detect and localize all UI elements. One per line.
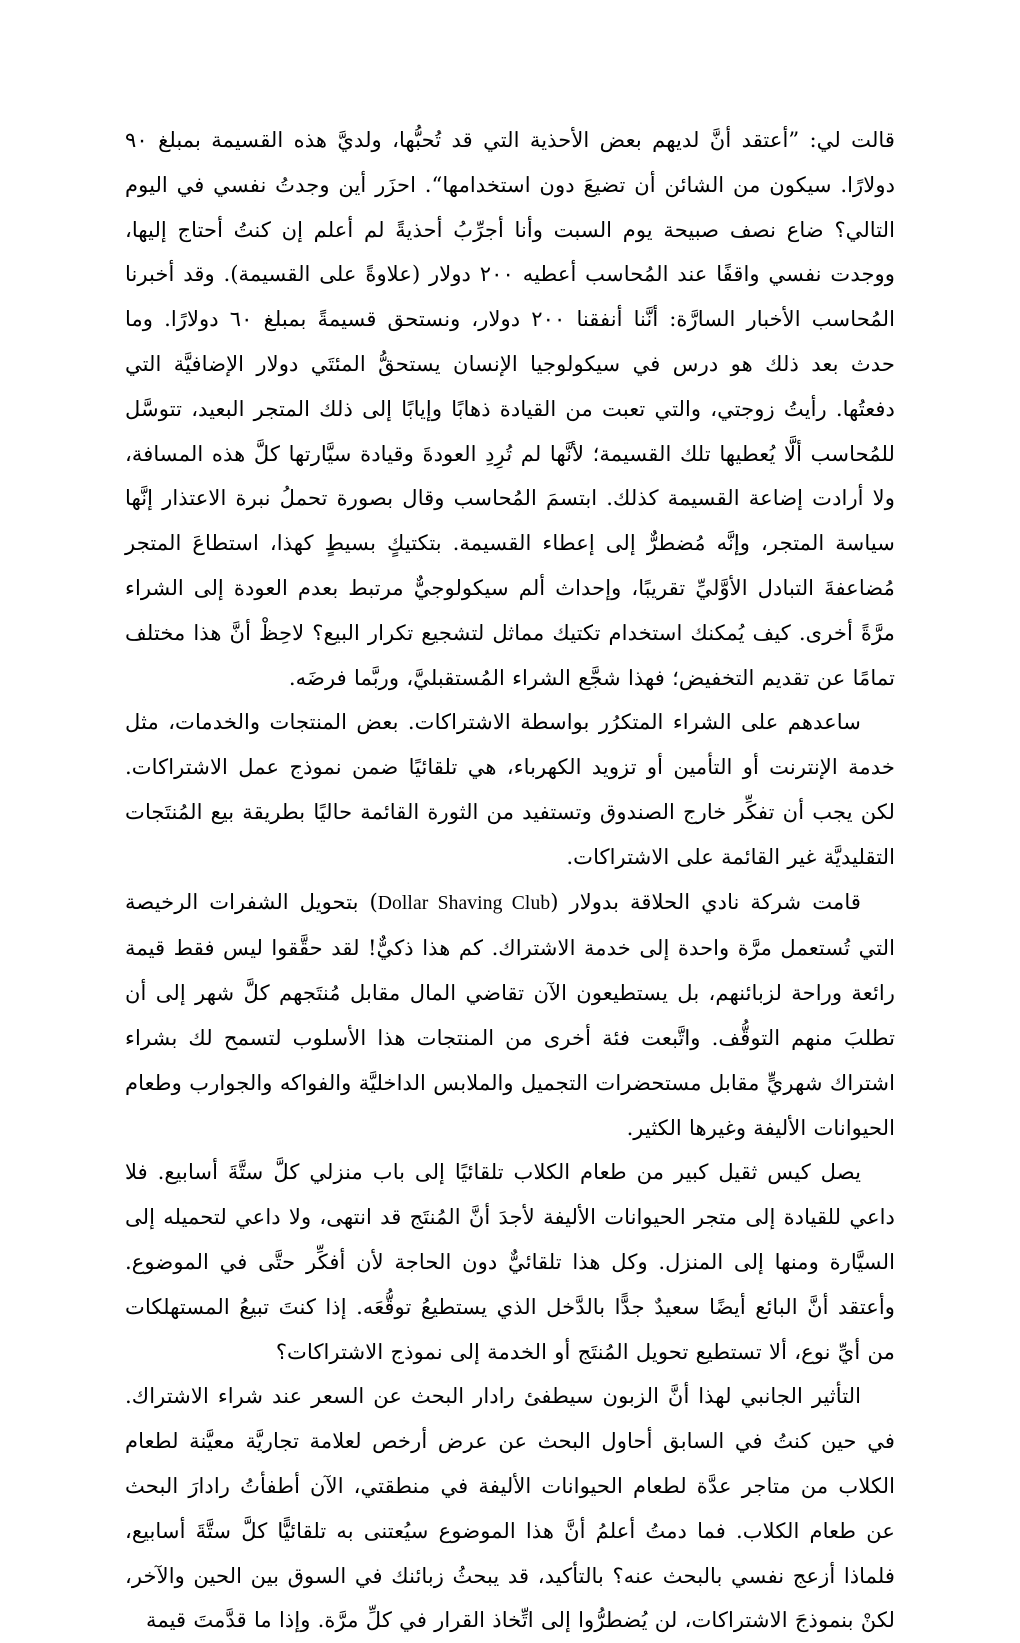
paragraph-3 xyxy=(125,880,895,1151)
brand-name-dollar-shaving-club: Dollar Shaving Club xyxy=(377,892,551,914)
paragraph-3-text-before-latin: قامت شركة نادي الحلاقة بدولار ( xyxy=(550,888,861,914)
paragraph-2: ساعدهم على الشراء المتكرُر بواسطة الاشتراكات. بعض المنتجات والخدمات، مثل خدمة الإنترنت أو التأمين أو تزويد الكهرباء، هي تلقائيًا ضمن نموذج عمل الاشتراكات. لكن يجب أن تفكِّر خارج الصندوق وتستفيد من الثورة القائمة حاليًا بطريقة بيع المُنتَجات التقليديَّة غير القائمة على الاشتراكات. xyxy=(125,709,895,869)
paragraph-3-text-after-latin: ) بتحويل الشفرات الرخيصة التي تُستعمل مرَّة واحدة إلى خدمة الاشتراك. كم هذا ذكيٌّ! لقد حقَّقوا ليس فقط قيمة رائعة وراحة لزبائنهم، بل يستطيعون الآن تقاضي المال مقابل مُنتَجهم كلَّ شهر إلى أن تطلبَ منهم التوقُّف. واتَّبعت فئة أخرى من المنتجات هذا الأسلوب لتسمح لك بشراء اشتراك شهريٍّ مقابل مستحضرات التجميل والملابس الداخليَّة والفواكه والجوارب وطعام الحيوانات الأليفة وغيرها الكثير. xyxy=(125,888,895,1140)
paragraph-4: يصل كيس ثقيل كبير من طعام الكلاب تلقائيًا إلى باب منزلي كلَّ ستَّةَ أسابيع. فلا داعي للقيادة إلى متجر الحيوانات الأليفة لأجدَ أنَّ المُنتَج قد انتهى، ولا داعي لتحميله إلى السيَّارة ومنها إلى المنزل. وكل هذا تلقائيٌّ دون الحاجة لأن أفكِّر حتَّى في الموضوع. وأعتقد أنَّ البائع أيضًا سعيدٌ جدًّا بالدَّخل الذي يستطيعُ توقُّعَه. إذا كنتَ تبيعُ المستهلكات من أيِّ نوع، ألا تستطيع تحويل المُنتَج أو الخدمة إلى نموذج الاشتراكات؟ xyxy=(125,1159,895,1364)
page-body-text xyxy=(125,118,895,1643)
paragraph-5: التأثير الجانبي لهذا أنَّ الزبون سيطفئ رادار البحث عن السعر عند شراء الاشتراك. في حين كنتُ في السابق أحاول البحث عن عرض أرخص لعلامة تجاريَّة معيَّنة لطعام الكلاب من متاجر عدَّة لطعام الحيوانات الأليفة في منطقتي، الآن أطفأتُ رادارَ البحث عن طعام الكلاب. فما دمتُ أعلمُ أنَّ هذا الموضوع سيُعتنى به تلقائيًّا كلَّ ستَّةَ أسابيع، فلماذا أزعج نفسي بالبحث عنه؟ بالتأكيد، قد يبحثُ زبائنك في السوق بين الحين والآخر، لكنْ بنموذجَ الاشتراكات، لن يُضطرُّوا إلى اتِّخاذ القرار في كلِّ مرَّة. وإذا ما قدَّمتَ قيمة xyxy=(125,1383,895,1633)
paragraph-1: قالت لي: ”أعتقد أنَّ لديهم بعض الأحذية التي قد تُحبُّها، ولديَّ هذه القسيمة بمبلغ ٩٠ دولارًا. سيكون من الشائن أن تضيعَ دون استخدامها“. احزَر أين وجدتُ نفسي في اليوم التالي؟ ضاع نصف صبيحة يوم السبت وأنا أجرِّبُ أحذيةً لم أعلم إن كنتُ أحتاج إليها، ووجدت نفسي واقفًا عند المُحاسب أعطيه ٢٠٠ دولار (علاوةً على القسيمة). وقد أخبرنا المُحاسب الأخبار السارَّة: أنَّنا أنفقنا ٢٠٠ دولار، ونستحق قسيمةً بمبلغ ٦٠ دولارًا. وما حدث بعد ذلك هو درس في سيكولوجيا الإنسان يستحقُّ المئتَي دولار الإضافيَّة التي دفعتُها. رأيتُ زوجتي، والتي تعبت من القيادة ذهابًا وإيابًا إلى ذلك المتجر البعيد، تتوسَّل للمُحاسب ألَّا يُعطيها تلك القسيمة؛ لأنَّها لم تُرِدِ العودةَ وقيادة سيَّارتها كلَّ هذه المسافة، ولا أرادت إضاعة القسيمة كذلك. ابتسمَ المُحاسب وقال بصورة تحملُ نبرة الاعتذار إنَّها سياسة المتجر، وإنَّه مُضطرٌّ إلى إعطاء القسيمة. بتكتيكٍ بسيطٍ كهذا، استطاعَ المتجر مُضاعفةَ التبادل الأوَّليِّ تقريبًا، وإحداث ألم سيكولوجيٌّ مرتبط بعدم العودة إلى الشراء مرَّةً أخرى. كيف يُمكنك استخدام تكتيك مماثل لتشجيع تكرار البيع؟ لاحِظْ أنَّ هذا مختلف تمامًا عن تقديم التخفيض؛ فهذا شجَّع الشراء المُستقبليَّ، وربَّما فرضَه. xyxy=(125,127,895,690)
